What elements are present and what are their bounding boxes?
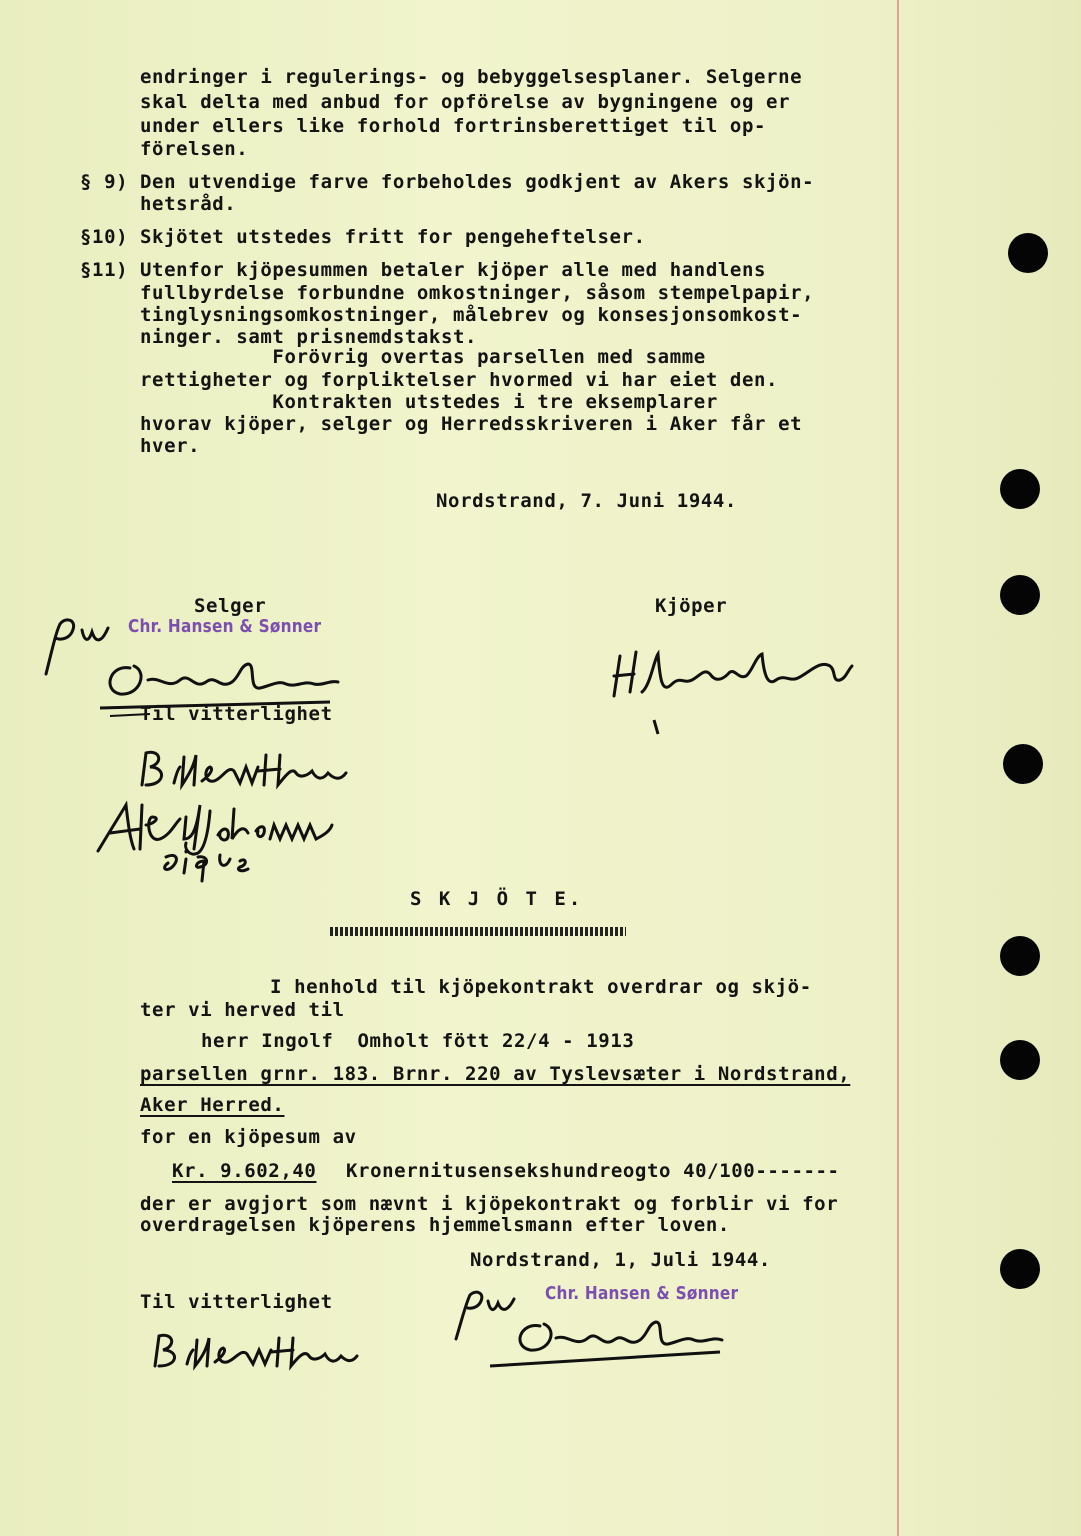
- seller-signature: [480, 1312, 740, 1372]
- punch-hole: [1000, 1249, 1040, 1289]
- punch-hole: [1000, 469, 1040, 509]
- margin-rule: [897, 0, 899, 1536]
- punch-hole: [1000, 936, 1040, 976]
- title-underline: [330, 927, 626, 936]
- witness-signature: [130, 745, 360, 795]
- deed-witness-label: Til vitterlighet: [140, 1291, 333, 1313]
- closing-line: overdragelsen kjöperens hjemmelsmann efter loven.: [140, 1214, 730, 1236]
- seller-label: Selger: [194, 595, 267, 617]
- punch-hole: [1000, 1040, 1040, 1080]
- section-text: hvorav kjöper, selger og Herredsskriveren i Aker får et: [140, 413, 803, 435]
- price-intro: for en kjöpesum av: [140, 1126, 357, 1148]
- price-words: Kronernitusensekshundreogto 40/100-------: [346, 1160, 840, 1182]
- section-text: rettigheter og forpliktelser hvormed vi har eiet den.: [140, 369, 779, 391]
- section-text: hetsråd.: [140, 193, 237, 215]
- intro-line: förelsen.: [140, 138, 249, 160]
- herred-line: Aker Herred.: [140, 1094, 285, 1116]
- section-number: § 9): [80, 171, 129, 193]
- parcel-line: parsellen grnr. 183. Brnr. 220 av Tyslevsæter i Nordstrand,: [140, 1063, 851, 1085]
- punch-hole: [1003, 744, 1043, 784]
- section-text: tinglysningsomkostninger, målebrev og konsesjonsomkost-: [140, 304, 803, 326]
- contract-date: Nordstrand, 7. Juni 1944.: [436, 490, 737, 512]
- witness-signature: [145, 1330, 365, 1375]
- intro-line: skal delta med anbud for opförelse av bygningene og er: [140, 91, 791, 113]
- section-text: Skjötet utstedes fritt for pengeheftelser.: [140, 226, 646, 248]
- company-stamp: Chr. Hansen & Sønner: [128, 616, 322, 637]
- section-text: Kontrakten utstedes i tre eksemplarer: [140, 391, 718, 413]
- price-amount: Kr. 9.602,40: [172, 1160, 317, 1182]
- company-stamp: Chr. Hansen & Sønner: [545, 1283, 739, 1304]
- section-number: §11): [80, 259, 129, 281]
- intro-line: endringer i regulerings- og bebyggelsesplaner. Selgerne: [140, 66, 803, 88]
- buyer-signature: [600, 640, 860, 740]
- deed-intro: I henhold til kjöpekontrakt overdrar og skjö-: [270, 976, 812, 998]
- section-text: Forövrig overtas parsellen med samme: [140, 346, 706, 368]
- punch-hole: [1008, 233, 1048, 273]
- witness-signature: [90, 795, 350, 885]
- closing-line: der er avgjort som nævnt i kjöpekontrakt og forblir vi for: [140, 1193, 839, 1215]
- deed-intro: ter vi herved til: [140, 999, 345, 1021]
- section-text: ninger. samt prisnemdstakst.: [140, 326, 478, 348]
- buyer-name-line: herr Ingolf Omholt fött 22/4 - 1913: [201, 1030, 635, 1052]
- buyer-label: Kjöper: [655, 595, 728, 617]
- witness-label: Til vitterlighet: [140, 703, 333, 725]
- section-text: Utenfor kjöpesummen betaler kjöper alle med handlens: [140, 259, 767, 281]
- section-number: §10): [80, 226, 129, 248]
- section-text: hver.: [140, 435, 201, 457]
- section-text: Den utvendige farve forbeholdes godkjent av Akers skjön-: [140, 171, 815, 193]
- punch-hole: [1000, 575, 1040, 615]
- deed-title: S K J Ö T E.: [410, 888, 584, 910]
- intro-line: under ellers like forhold fortrinsberettiget til op-: [140, 115, 767, 137]
- section-text: fullbyrdelse forbundne omkostninger, såsom stempelpapir,: [140, 282, 815, 304]
- deed-date: Nordstrand, 1, Juli 1944.: [470, 1249, 771, 1271]
